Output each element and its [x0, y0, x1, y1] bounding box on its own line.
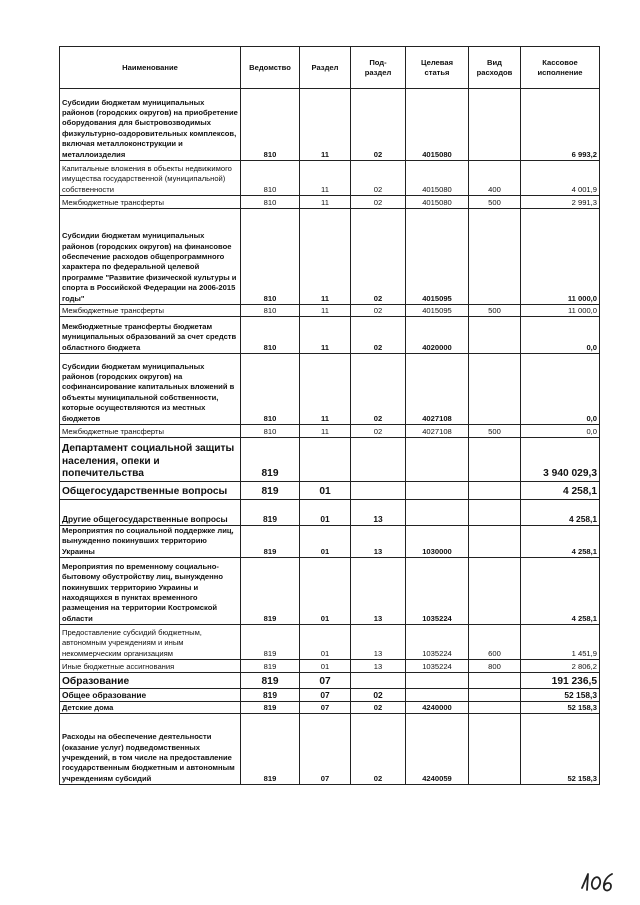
row-target: 4240059	[406, 714, 469, 785]
row-name: Субсидии бюджетам муниципальных районов (городских округов) на приобретение оборудования для быстровозводимых физкультурно-оздоровительных комплексов, включая металлоконструкции и металлоизделия	[60, 89, 241, 161]
table-row	[60, 714, 600, 785]
row-amount: 1 451,9	[521, 625, 600, 660]
row-target: 4027108	[406, 425, 469, 438]
table-row	[60, 689, 600, 702]
budget-table	[59, 46, 600, 785]
row-expense	[469, 714, 521, 785]
row-name: Образование	[60, 673, 241, 689]
row-subsection: 02	[351, 196, 406, 209]
header-amount: Кассовое исполнение	[521, 47, 600, 89]
row-target: 4027108	[406, 354, 469, 425]
row-name: Общегосударственные вопросы	[60, 482, 241, 500]
row-amount: 0,0	[521, 354, 600, 425]
row-dept: 819	[241, 702, 300, 714]
row-subsection: 02	[351, 354, 406, 425]
row-subsection: 13	[351, 526, 406, 558]
row-expense	[469, 689, 521, 702]
table-row	[60, 526, 600, 558]
row-name: Расходы на обеспечение деятельности (оказание услуг) подведомственных учреждений, в том числе на предоставление государственным бюджетным и автономным учреждениям субсидий	[60, 714, 241, 785]
row-amount: 4 258,1	[521, 500, 600, 526]
row-subsection: 02	[351, 161, 406, 196]
row-target: 4015080	[406, 89, 469, 161]
table-row	[60, 196, 600, 209]
row-dept: 819	[241, 673, 300, 689]
handwritten-page-number	[578, 868, 618, 894]
row-name: Межбюджетные трансферты бюджетам муниципальных образований за счет средств областного бюджета	[60, 317, 241, 354]
table-row	[60, 558, 600, 625]
row-subsection: 02	[351, 714, 406, 785]
row-subsection: 13	[351, 500, 406, 526]
table-row	[60, 161, 600, 196]
row-amount: 52 158,3	[521, 714, 600, 785]
table-row	[60, 89, 600, 161]
row-dept: 810	[241, 161, 300, 196]
row-amount: 11 000,0	[521, 305, 600, 317]
header-dept: Ведомство	[241, 47, 300, 89]
row-name: Предоставление субсидий бюджетным, автономным учреждениям и иным некоммерческим организациям	[60, 625, 241, 660]
table-row	[60, 673, 600, 689]
row-name: Иные бюджетные ассигнования	[60, 660, 241, 673]
row-target: 4015080	[406, 196, 469, 209]
table-row	[60, 317, 600, 354]
row-target	[406, 689, 469, 702]
row-subsection	[351, 482, 406, 500]
row-amount: 52 158,3	[521, 689, 600, 702]
row-expense: 500	[469, 425, 521, 438]
row-target: 1035224	[406, 558, 469, 625]
row-name: Департамент социальной защиты населения, опеки и попечительства	[60, 438, 241, 482]
row-dept: 819	[241, 482, 300, 500]
row-dept: 819	[241, 714, 300, 785]
row-dept: 810	[241, 89, 300, 161]
header-name: Наименование	[60, 47, 241, 89]
row-dept: 810	[241, 196, 300, 209]
row-section: 07	[300, 714, 351, 785]
row-target: 4015095	[406, 305, 469, 317]
row-dept: 819	[241, 438, 300, 482]
row-dept: 819	[241, 526, 300, 558]
row-expense: 400	[469, 161, 521, 196]
row-section: 11	[300, 89, 351, 161]
row-amount: 2 806,2	[521, 660, 600, 673]
row-target	[406, 673, 469, 689]
row-section: 11	[300, 209, 351, 305]
row-subsection: 13	[351, 558, 406, 625]
row-section: 01	[300, 558, 351, 625]
row-section: 11	[300, 305, 351, 317]
row-expense	[469, 558, 521, 625]
row-expense	[469, 673, 521, 689]
row-target: 4015095	[406, 209, 469, 305]
row-amount: 6 993,2	[521, 89, 600, 161]
row-subsection: 02	[351, 89, 406, 161]
row-name: Субсидии бюджетам муниципальных районов (городских округов) на софинансирование капитальных вложений в объекты муниципальной собственности, которые осуществляются из местных бюджетов	[60, 354, 241, 425]
row-target	[406, 482, 469, 500]
table-row	[60, 209, 600, 305]
row-section: 01	[300, 660, 351, 673]
row-expense	[469, 526, 521, 558]
row-dept: 819	[241, 625, 300, 660]
row-expense	[469, 89, 521, 161]
row-target: 1035224	[406, 660, 469, 673]
row-amount: 0,0	[521, 317, 600, 354]
row-expense	[469, 317, 521, 354]
row-dept: 810	[241, 317, 300, 354]
header-section: Раздел	[300, 47, 351, 89]
row-dept: 819	[241, 660, 300, 673]
header-row	[60, 47, 600, 89]
row-expense	[469, 482, 521, 500]
row-subsection: 02	[351, 305, 406, 317]
table-row	[60, 438, 600, 482]
row-dept: 810	[241, 425, 300, 438]
row-target: 4015080	[406, 161, 469, 196]
row-section: 07	[300, 689, 351, 702]
row-target	[406, 438, 469, 482]
row-expense: 500	[469, 305, 521, 317]
row-expense: 600	[469, 625, 521, 660]
row-expense: 800	[469, 660, 521, 673]
row-target	[406, 500, 469, 526]
table-row	[60, 482, 600, 500]
row-section: 11	[300, 317, 351, 354]
row-section: 07	[300, 702, 351, 714]
row-dept: 819	[241, 500, 300, 526]
table-row	[60, 702, 600, 714]
row-amount: 4 001,9	[521, 161, 600, 196]
row-amount: 2 991,3	[521, 196, 600, 209]
row-section: 11	[300, 425, 351, 438]
row-section: 11	[300, 196, 351, 209]
row-expense	[469, 438, 521, 482]
table-row	[60, 354, 600, 425]
row-subsection: 13	[351, 660, 406, 673]
row-amount: 4 258,1	[521, 558, 600, 625]
table-row	[60, 625, 600, 660]
row-dept: 810	[241, 305, 300, 317]
row-section: 01	[300, 625, 351, 660]
row-subsection: 02	[351, 209, 406, 305]
row-target: 1035224	[406, 625, 469, 660]
row-subsection	[351, 673, 406, 689]
table-row	[60, 305, 600, 317]
table-row	[60, 425, 600, 438]
table-row	[60, 660, 600, 673]
row-name: Общее образование	[60, 689, 241, 702]
row-name: Другие общегосударственные вопросы	[60, 500, 241, 526]
row-dept: 810	[241, 209, 300, 305]
row-subsection: 13	[351, 625, 406, 660]
row-name: Межбюджетные трансферты	[60, 196, 241, 209]
row-expense	[469, 702, 521, 714]
row-name: Мероприятия по временному социально-бытовому обустройству лиц, вынужденно покинувших территорию Украины и находящихся в пунктах временного размещения на территории Костромской области	[60, 558, 241, 625]
row-target: 4240000	[406, 702, 469, 714]
row-name: Межбюджетные трансферты	[60, 305, 241, 317]
row-amount: 4 258,1	[521, 482, 600, 500]
row-amount: 11 000,0	[521, 209, 600, 305]
row-subsection: 02	[351, 425, 406, 438]
row-name: Межбюджетные трансферты	[60, 425, 241, 438]
row-expense	[469, 209, 521, 305]
row-dept: 819	[241, 558, 300, 625]
row-amount: 191 236,5	[521, 673, 600, 689]
row-expense	[469, 354, 521, 425]
row-section: 01	[300, 482, 351, 500]
row-section	[300, 438, 351, 482]
row-name: Субсидии бюджетам муниципальных районов (городских округов) на финансовое обеспечение расходов общепрограммного характера по федеральной целевой программе "Развитие физической культуры и спорта в Российской Федерации на 2006-2015 годы"	[60, 209, 241, 305]
row-section: 01	[300, 526, 351, 558]
row-amount: 4 258,1	[521, 526, 600, 558]
row-name: Мероприятия по социальной поддержке лиц, вынужденно покинувших территорию Украины	[60, 526, 241, 558]
row-amount: 3 940 029,3	[521, 438, 600, 482]
row-expense	[469, 500, 521, 526]
row-subsection: 02	[351, 702, 406, 714]
row-dept: 810	[241, 354, 300, 425]
row-target: 1030000	[406, 526, 469, 558]
table-row	[60, 500, 600, 526]
row-amount: 0,0	[521, 425, 600, 438]
row-section: 01	[300, 500, 351, 526]
row-section: 11	[300, 161, 351, 196]
row-name: Капитальные вложения в объекты недвижимого имущества государственной (муниципальной) собственности	[60, 161, 241, 196]
row-target: 4020000	[406, 317, 469, 354]
header-target: Целевая статья	[406, 47, 469, 89]
row-name: Детские дома	[60, 702, 241, 714]
row-amount: 52 158,3	[521, 702, 600, 714]
header-expense: Вид расходов	[469, 47, 521, 89]
header-subsection: Под- раздел	[351, 47, 406, 89]
row-subsection	[351, 438, 406, 482]
row-subsection: 02	[351, 317, 406, 354]
row-expense: 500	[469, 196, 521, 209]
row-dept: 819	[241, 689, 300, 702]
row-subsection: 02	[351, 689, 406, 702]
row-section: 07	[300, 673, 351, 689]
row-section: 11	[300, 354, 351, 425]
